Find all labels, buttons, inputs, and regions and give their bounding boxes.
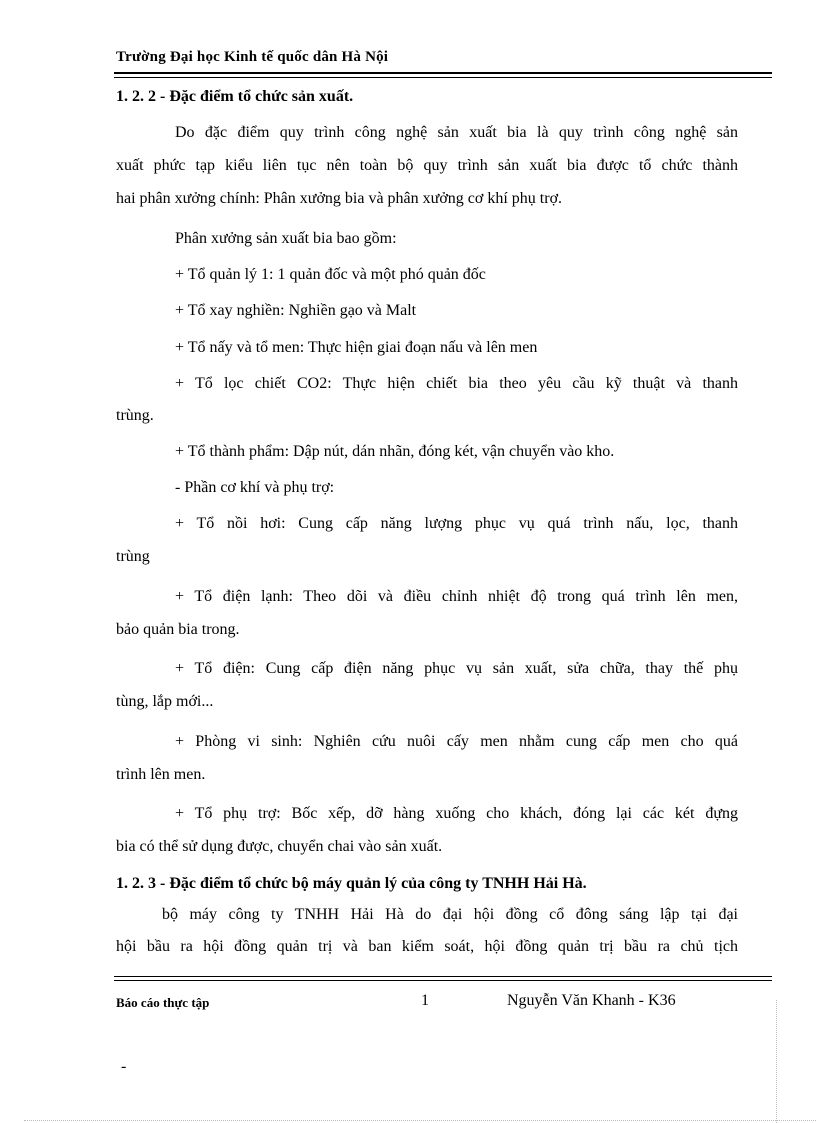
page-edge-dotted-line — [24, 1120, 816, 1121]
list-item: + Tổ lọc chiết CO2: Thực hiện chiết bia theo yêu cầu kỹ thuật và thanh — [175, 375, 738, 392]
header-rule-bottom — [114, 77, 772, 78]
section-heading-122: 1. 2. 2 - Đặc điểm tổ chức sản xuất. — [116, 88, 354, 105]
header-title: Trường Đại học Kinh tế quốc dân Hà Nội — [116, 49, 389, 65]
page-margin-dotted-line — [776, 1000, 777, 1123]
section-heading-123: 1. 2. 3 - Đặc điểm tổ chức bộ máy quản lý của công ty TNHH Hải Hà. — [116, 875, 587, 892]
page-number: 1 — [421, 992, 429, 1009]
list-item: + Tổ xay nghiền: Nghiền gạo và Malt — [175, 302, 417, 319]
paragraph-line: Phân xưởng sản xuất bia bao gồm: — [175, 230, 397, 247]
list-item: + Tổ quản lý 1: 1 quản đốc và một phó quản đốc — [175, 266, 486, 283]
list-item-continuation: bảo quản bia trong. — [116, 621, 240, 638]
paragraph-line: bộ máy công ty TNHH Hải Hà do đại hội đồng cổ đông sáng lập tại đại — [162, 906, 738, 923]
list-item-continuation: trùng — [116, 548, 150, 565]
footer-rule-bottom — [114, 980, 772, 981]
paragraph-line: hội bầu ra hội đồng quản trị và ban kiểm soát, hội đồng quản trị bầu ra chủ tịch — [116, 938, 738, 955]
paragraph-line: Do đặc điểm quy trình công nghệ sản xuất bia là quy trình công nghệ sản — [175, 124, 738, 141]
list-item: + Tổ nồi hơi: Cung cấp năng lượng phục vụ quá trình nấu, lọc, thanh — [175, 515, 738, 532]
list-item: + Tổ phụ trợ: Bốc xếp, dỡ hàng xuống cho khách, đóng lại các két đựng — [175, 805, 738, 822]
paragraph-line: xuất phức tạp kiểu liên tục nên toàn bộ quy trình sản xuất bia được tổ chức thành — [116, 157, 738, 174]
header-rule-top — [114, 72, 772, 74]
list-item: + Tổ thành phẩm: Dập nút, dán nhãn, đóng két, vận chuyển vào kho. — [175, 443, 615, 460]
list-item: + Tổ điện lạnh: Theo dõi và điều chỉnh nhiệt độ trong quá trình lên men, — [175, 588, 738, 605]
list-item-continuation: bia có thể sử dụng được, chuyển chai vào sản xuất. — [116, 838, 443, 855]
paragraph-line: hai phân xưởng chính: Phân xưởng bia và phân xưởng cơ khí phụ trợ. — [116, 190, 563, 207]
footer-author: Nguyễn Văn Khanh - K36 — [507, 992, 676, 1009]
footer-rule-top — [114, 976, 772, 977]
stray-dash-mark: - — [121, 1058, 127, 1075]
list-item-continuation: trình lên men. — [116, 766, 206, 783]
list-item-continuation: trùng. — [116, 407, 154, 424]
paragraph-line: - Phần cơ khí và phụ trợ: — [175, 479, 335, 496]
footer-report-label: Báo cáo thực tập — [116, 995, 210, 1010]
list-item: + Phòng vi sinh: Nghiên cứu nuôi cấy men nhằm cung cấp men cho quá — [175, 733, 738, 750]
list-item: + Tổ nấy và tổ men: Thực hiện giai đoạn nấu và lên men — [175, 339, 538, 356]
list-item-continuation: tùng, lắp mới... — [116, 693, 214, 710]
list-item: + Tổ điện: Cung cấp điện năng phục vụ sản xuất, sửa chữa, thay thế phụ — [175, 660, 738, 677]
